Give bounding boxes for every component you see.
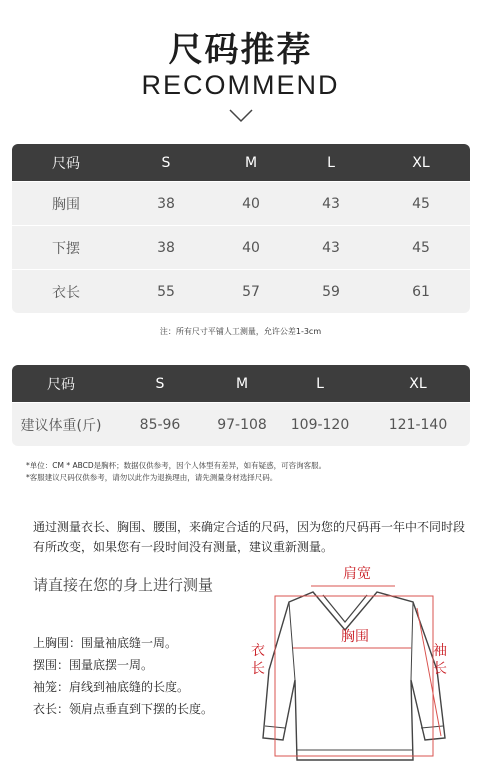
list-item: 上胸围：围量袖底缝一周。	[33, 636, 178, 650]
table-cell: 43	[322, 239, 340, 256]
size-table-header-cell: S	[161, 154, 171, 171]
list-item: 摆围：围量底摆一周。	[33, 658, 154, 672]
diagram-label-length: 衣	[251, 643, 265, 659]
weight-table-header	[12, 365, 470, 402]
size-table-header-cell: 尺码	[52, 155, 80, 172]
table-row	[12, 402, 470, 446]
list-item: 衣长：领肩点垂直到下摆的长度。	[33, 702, 214, 716]
shirt-outline-icon	[245, 560, 460, 770]
weight-note: *单位：CM * ABCD是胸杯；数据仅供参考，因个人体型有差异，如有疑惑，可咨询客服。	[26, 461, 327, 470]
measure-list	[33, 633, 213, 721]
table-cell: 59	[322, 283, 340, 300]
size-table-header-cell: M	[244, 154, 258, 171]
table-cell: 43	[322, 195, 340, 212]
table-cell: 57	[242, 283, 260, 300]
weight-notes	[26, 460, 326, 484]
table-cell: 衣长	[52, 284, 80, 301]
diagram-label-sleeve: 袖	[433, 643, 447, 659]
diagram-label-sleeve: 长	[433, 661, 447, 677]
measure-title: 请直接在您的身上进行测量	[33, 576, 214, 594]
table-cell: 45	[412, 239, 430, 256]
measure-intro: 通过测量衣长、胸围、腰围，来确定合适的尺码，因为您的尺码再一年中不同时段有所改变，如果您有一段时间没有测量，建议重新测量。	[33, 520, 466, 554]
diagram-label-chest: 胸围	[341, 629, 369, 645]
diagram-label-shoulder: 肩宽	[343, 566, 371, 582]
table-cell: 55	[157, 283, 175, 300]
table-row	[12, 181, 470, 225]
table-cell: 61	[412, 283, 430, 300]
table-cell: 85-96	[139, 416, 181, 433]
weight-table-header-cell: S	[155, 375, 165, 392]
size-table-header-cell: L	[327, 154, 335, 171]
chevron-down-icon	[229, 109, 253, 123]
size-table-header	[12, 144, 470, 181]
weight-table-header-cell: L	[316, 375, 324, 392]
table-cell: 45	[412, 195, 430, 212]
list-item: 袖笼：肩线到袖底缝的长度。	[33, 680, 190, 694]
page-title-cn: 尺码推荐	[168, 30, 313, 70]
size-table	[12, 144, 470, 313]
measurement-note: 注：所有尺寸平铺人工测量，允许公差1-3cm	[159, 327, 322, 336]
weight-table	[12, 365, 470, 446]
table-cell: 97-108	[217, 416, 267, 433]
diagram-label-length: 长	[251, 661, 265, 677]
table-row	[12, 269, 470, 313]
weight-note: *客服建议尺码仅供参考，请勿以此作为退换理由，请先测量身材选择尺码。	[26, 473, 278, 482]
table-cell: 建议体重(斤)	[20, 417, 102, 434]
table-cell: 38	[157, 195, 175, 212]
page-title-en: RECOMMEND	[141, 70, 340, 100]
table-cell: 下摆	[52, 240, 80, 257]
weight-table-header-cell: M	[235, 375, 249, 392]
table-cell: 胸围	[52, 196, 80, 213]
size-table-header-cell: XL	[412, 154, 430, 171]
table-cell: 40	[242, 239, 260, 256]
shirt-diagram	[245, 560, 460, 770]
table-cell: 40	[242, 195, 260, 212]
weight-table-header-cell: XL	[409, 375, 427, 392]
table-cell: 38	[157, 239, 175, 256]
table-cell: 109-120	[290, 416, 350, 433]
table-cell: 121-140	[388, 416, 448, 433]
weight-table-header-cell: 尺码	[47, 376, 75, 393]
table-row	[12, 225, 470, 269]
